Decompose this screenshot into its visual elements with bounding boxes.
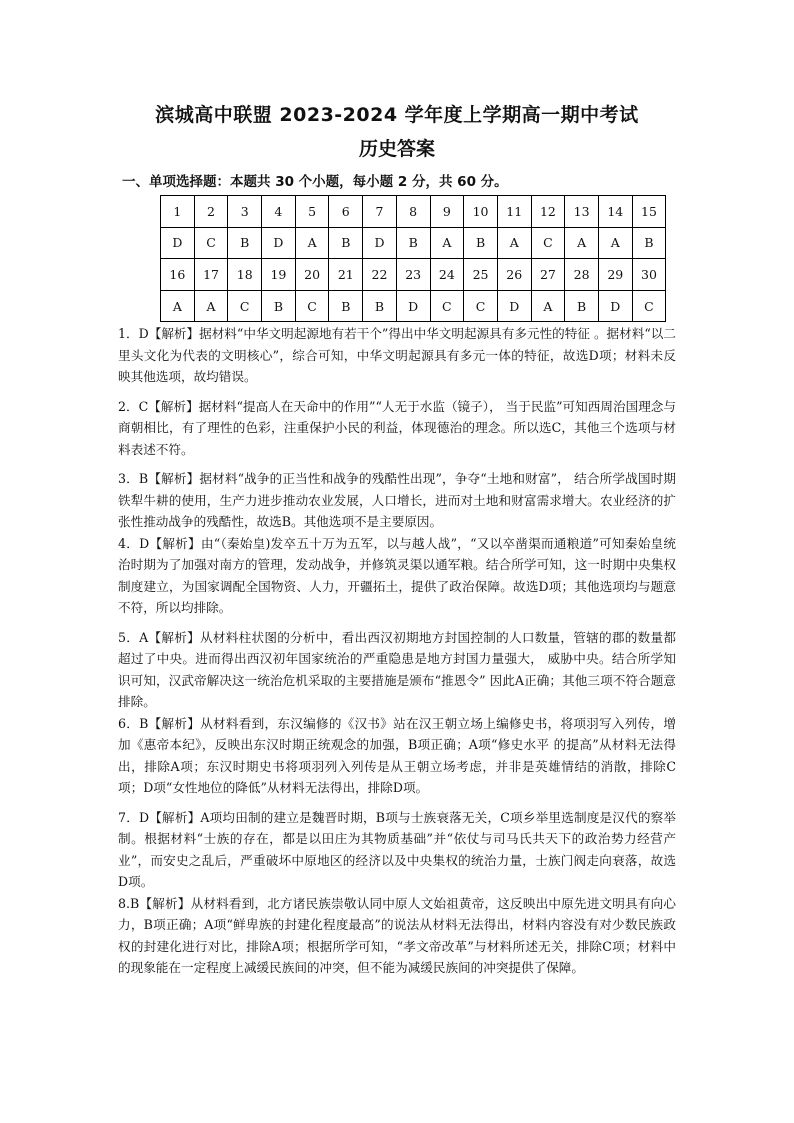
explanation-item: 1．D【解析】据材料“中华文明起源地有若干个”得出中华文明起源具有多元性的特征 。据材料“以二里头文化为代表的文明核心”，综合可知，中华文明起源具有多元一体的特征，故选D项；材料未反映其他选项，故均错误。	[118, 326, 676, 384]
question-number-cell: 17	[194, 259, 228, 291]
question-number-cell: 27	[531, 259, 565, 291]
question-number-cell: 24	[430, 259, 464, 291]
answer-cell: A	[295, 227, 329, 259]
question-number-cell: 18	[228, 259, 262, 291]
section-heading: 一、单项选择题：本题共 30 个小题，每小题 2 分，共 60 分。	[122, 174, 508, 190]
explanation-item: 3．B【解析】据材料“战争的正当性和战争的残酷性出现”，争夺“土地和财富”， 结合所学战国时期铁犁牛耕的使用，生产力进步推动农业发展，人口增长，进而对土地和财富需求增大。农业经济的扩张性推动战争的残酷性，故选B。其他选项不是主要原因。	[118, 471, 676, 529]
answer-cell: B	[329, 227, 363, 259]
explanation-item: 2．C【解析】据材料“提高人在天命中的作用”“人无于水监（镜子）， 当于民监”可知西周治国理念与商朝相比，有了理性的色彩，注重保护小民的利益，体现德治的理念。所以选C，其他三个选项与材料表述不符。	[118, 398, 676, 457]
question-number-cell: 26	[497, 259, 531, 291]
answer-cell: B	[363, 290, 397, 322]
explanation-item: 8.B【解析】从材料看到，北方诸民族崇敬认同中原人文始祖黄帝，这反映出中原先进文明具有向心力，B项正确；A项“鲜卑族的封建化程度最高”的说法从材料无法得出，材料内容没有对少数民族政权的封建化进行对比，排除A项；根据所学可知，“孝文帝改革”与材料所述无关，排除C项；材料中的现象能在一定程度上减缓民族间的冲突，但不能为减缓民族间的冲突提供了保障。	[118, 895, 676, 975]
question-number-cell: 21	[329, 259, 363, 291]
question-number-cell: 23	[396, 259, 430, 291]
explanation-item: 7．D【解析】A项均田制的建立是魏晋时期，B项与士族衰落无关，C项乡举里选制度是汉代的察举制。根据材料“士族的存在，都是以田庄为其物质基础”并“依仗与司马氏共天下的政治势力经营产业”，而安史之乱后，严重破坏中原地区的经济以及中央集权的统治力量，士族门阀走向衰落，故选D项。	[118, 809, 676, 889]
question-number-cell: 30	[632, 259, 666, 291]
answer-cell: B	[565, 290, 599, 322]
answer-cell: D	[396, 290, 430, 322]
question-number-cell: 22	[363, 259, 397, 291]
question-number-cell: 12	[531, 196, 565, 228]
answer-cell: B	[329, 290, 363, 322]
explanation-item: 4．D【解析】由“（秦始皇)发卒五十万为五军，以与越人战”，“又以卒凿渠而通粮道”可知秦始皇统治时期为了加强对南方的管理，发动战争，并修筑灵渠以通军粮。结合所学可知，这一时期中央集权制度建立，为国家调配全国物资、人力，开疆拓土，提供了政治保障。故选D项；其他选项均与题意不符，所以均排除。	[118, 535, 676, 615]
question-number-cell: 1	[161, 196, 195, 228]
answer-cell: A	[497, 227, 531, 259]
question-number-cell: 4	[262, 196, 296, 228]
table-row	[161, 227, 666, 259]
answer-cell: B	[228, 227, 262, 259]
question-number-cell: 15	[632, 196, 666, 228]
answer-cell: D	[262, 227, 296, 259]
table-row	[161, 259, 666, 291]
table-row	[161, 196, 666, 228]
question-number-cell: 19	[262, 259, 296, 291]
question-number-cell: 5	[295, 196, 329, 228]
answer-cell: D	[598, 290, 632, 322]
answer-cell: B	[632, 227, 666, 259]
page-title: 滨城高中联盟 2023-2024 学年度上学期高一期中考试	[155, 104, 639, 126]
explanation-item: 5．A【解析】从材料柱状图的分析中，看出西汉初期地方封国控制的人口数量，管辖的郡的数量都超过了中央。进而得出西汉初年国家统治的严重隐患是地方封国力量强大， 威胁中央。结合所学知识可知，汉武帝解决这一统治危机采取的主要措施是颁布“推恩令” 因此A正确；其他三项不符合题意排除。	[118, 629, 676, 709]
answer-cell: A	[430, 227, 464, 259]
question-number-cell: 3	[228, 196, 262, 228]
answer-cell: A	[194, 290, 228, 322]
answer-cell: B	[464, 227, 498, 259]
question-number-cell: 25	[464, 259, 498, 291]
page-subtitle: 历史答案	[358, 138, 435, 160]
answer-cell: C	[464, 290, 498, 322]
question-number-cell: 6	[329, 196, 363, 228]
answer-cell: C	[194, 227, 228, 259]
question-number-cell: 28	[565, 259, 599, 291]
question-number-cell: 9	[430, 196, 464, 228]
answer-cell: D	[363, 227, 397, 259]
question-number-cell: 13	[565, 196, 599, 228]
answer-cell: C	[228, 290, 262, 322]
question-number-cell: 7	[363, 196, 397, 228]
question-number-cell: 29	[598, 259, 632, 291]
answer-cell: A	[565, 227, 599, 259]
table-row	[161, 290, 666, 322]
answer-cell: C	[531, 227, 565, 259]
question-number-cell: 8	[396, 196, 430, 228]
answer-cell: C	[632, 290, 666, 322]
explanations	[118, 323, 676, 979]
answer-cell: A	[598, 227, 632, 259]
answer-cell: D	[161, 227, 195, 259]
question-number-cell: 11	[497, 196, 531, 228]
question-number-cell: 20	[295, 259, 329, 291]
answer-cell: D	[497, 290, 531, 322]
answer-cell: B	[262, 290, 296, 322]
answer-cell: B	[396, 227, 430, 259]
answer-cell: A	[161, 290, 195, 322]
question-number-cell: 2	[194, 196, 228, 228]
answer-table	[160, 195, 666, 322]
question-number-cell: 16	[161, 259, 195, 291]
answer-cell: C	[295, 290, 329, 322]
question-number-cell: 14	[598, 196, 632, 228]
answer-cell: A	[531, 290, 565, 322]
answer-cell: C	[430, 290, 464, 322]
question-number-cell: 10	[464, 196, 498, 228]
explanation-item: 6．B【解析】从材料看到，东汉编修的《汉书》站在汉王朝立场上编修史书，将项羽写入列传，增加《惠帝本纪》，反映出东汉时期正统观念的加强，B项正确；A项“修史水平 的提高”从材料无法得出，排除A项；东汉时期史书将项羽列入列传是从王朝立场考虑，并非是英雄情结的消散，排除C项；D项“女性地位的降低”从材料无法得出，排除D项。	[118, 715, 676, 795]
